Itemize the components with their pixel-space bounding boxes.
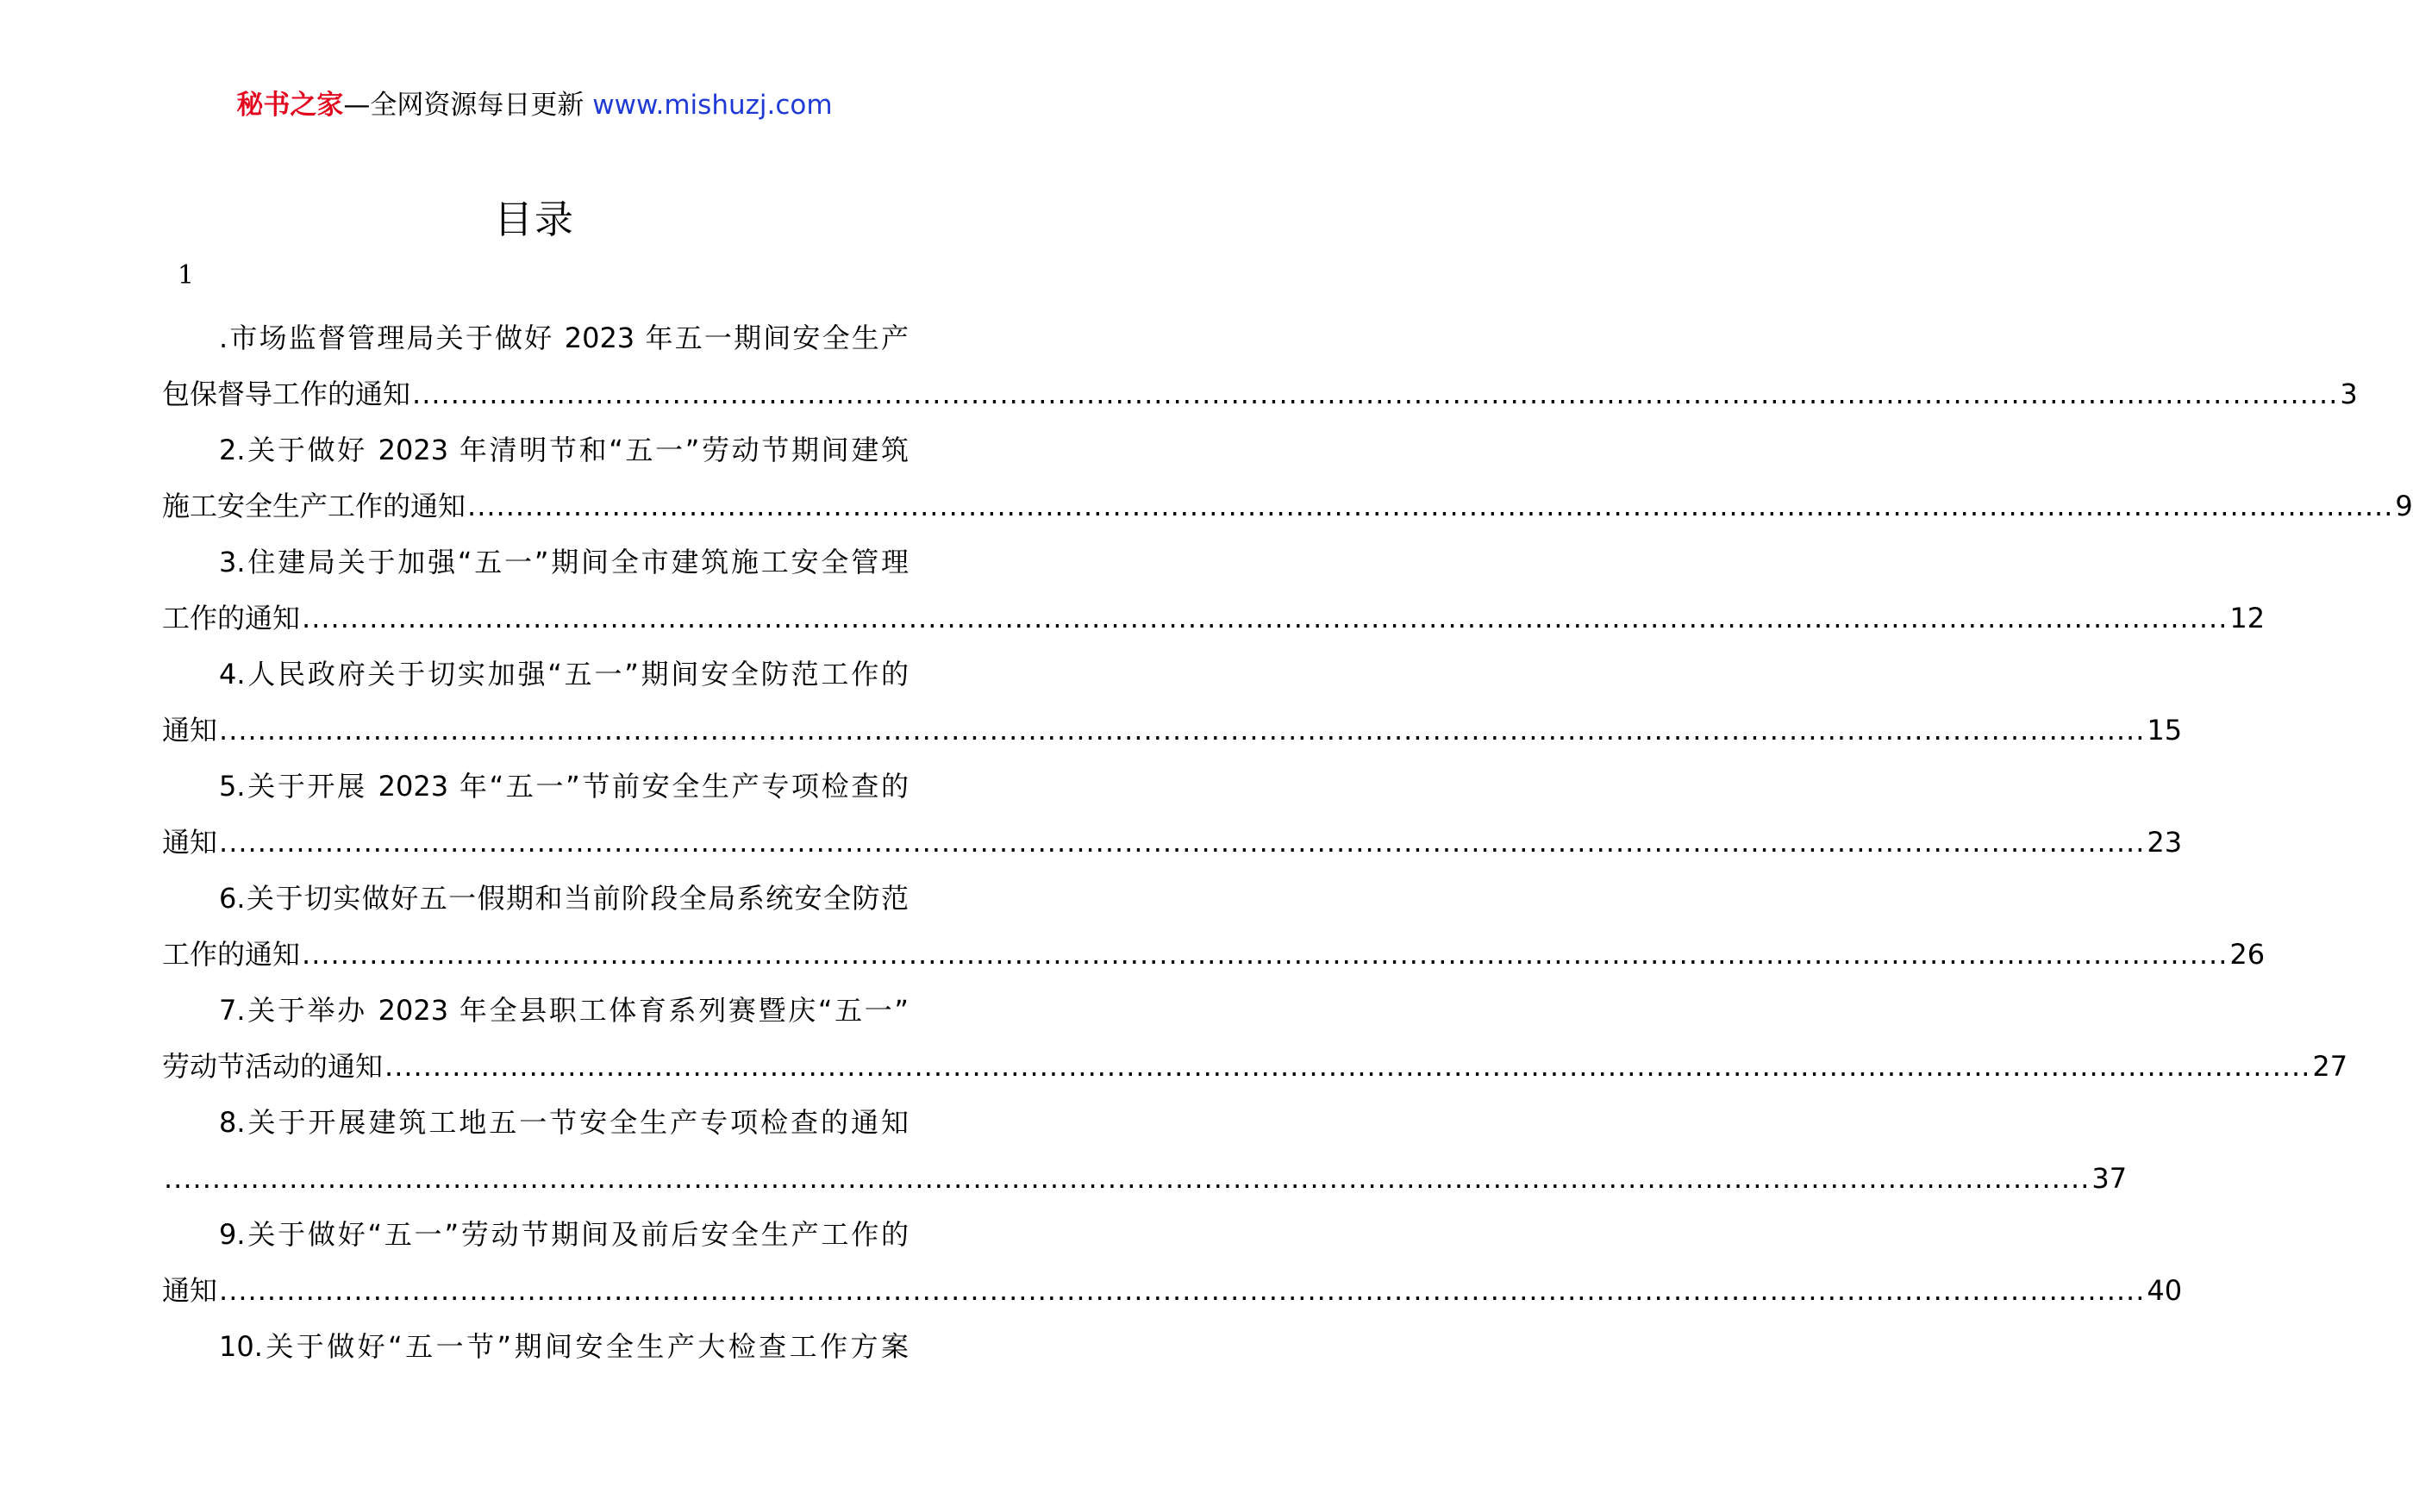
toc-entry-title-continued: 包保督导工作的通知 bbox=[162, 378, 411, 410]
toc-entry-title: 8.关于开展建筑工地五一节安全生产专项检查的通知 bbox=[219, 1106, 909, 1139]
toc-page-number: 27 bbox=[2312, 1050, 2348, 1083]
toc-entry-title-continued: 施工安全生产工作的通知 bbox=[162, 490, 466, 522]
toc-entry-title-continued: 通知 bbox=[162, 1274, 218, 1307]
toc-page-number: 40 bbox=[2147, 1274, 2183, 1307]
toc-entry[interactable] bbox=[162, 647, 2183, 759]
dot-leader: ........................................................................................................................................................................................................ bbox=[412, 378, 2339, 410]
toc-entry[interactable] bbox=[162, 1319, 909, 1375]
toc-entry[interactable] bbox=[162, 1095, 2128, 1207]
toc-entry-continuation bbox=[162, 1263, 2183, 1319]
toc-entry-continuation bbox=[162, 590, 2266, 647]
toc-entry-continuation bbox=[162, 927, 2266, 983]
dot-leader: ........................................................................................................................................................................................................ bbox=[219, 826, 2146, 859]
brand-name: 秘书之家 bbox=[236, 90, 344, 121]
toc-page-number: 9 bbox=[2395, 490, 2413, 522]
toc-entry-title: 4.人民政府关于切实加强“五一”期间安全防范工作的 bbox=[219, 658, 909, 690]
toc-entry-title: 10.关于做好“五一节”期间安全生产大检查工作方案 bbox=[219, 1330, 909, 1363]
toc-entry-continuation bbox=[162, 1039, 2348, 1095]
toc-entry-continuation bbox=[162, 815, 2183, 871]
toc-entry[interactable] bbox=[162, 983, 2348, 1095]
dot-leader: ........................................................................................................................................................................................................ bbox=[302, 602, 2229, 634]
toc-page-number: 26 bbox=[2229, 938, 2266, 971]
dot-leader: ........................................................................................................................................................................................................ bbox=[164, 1162, 2091, 1195]
toc-page-number: 15 bbox=[2147, 714, 2183, 747]
toc-entry[interactable] bbox=[162, 759, 2183, 871]
toc-entry[interactable] bbox=[162, 534, 2266, 647]
toc-entry-title-continued: 通知 bbox=[162, 826, 218, 859]
toc-page-number: 23 bbox=[2147, 826, 2183, 859]
toc-entry-title: 2.关于做好 2023 年清明节和“五一”劳动节期间建筑 bbox=[219, 434, 909, 466]
toc-entry-continuation bbox=[162, 366, 2358, 422]
dot-leader: ........................................................................................................................................................................................................ bbox=[467, 490, 2394, 522]
toc-page-number: 3 bbox=[2340, 378, 2358, 410]
site-header bbox=[0, 84, 1069, 126]
toc-entry-continuation bbox=[162, 703, 2183, 759]
dot-leader: ........................................................................................................................................................................................................ bbox=[384, 1050, 2311, 1083]
toc-entry-title-continued: 工作的通知 bbox=[162, 938, 301, 971]
toc-entry-continuation bbox=[162, 1151, 2128, 1207]
dot-leader: ........................................................................................................................................................................................................ bbox=[302, 938, 2229, 971]
toc-entry[interactable] bbox=[162, 310, 2358, 422]
toc-page-number: 37 bbox=[2091, 1162, 2128, 1195]
toc-entry-title-continued: 工作的通知 bbox=[162, 602, 301, 634]
dot-leader: ........................................................................................................................................................................................................ bbox=[219, 1274, 2146, 1307]
toc-entry-title: 5.关于开展 2023 年“五一”节前安全生产专项检查的 bbox=[219, 770, 909, 803]
toc-entry[interactable] bbox=[162, 1207, 2183, 1319]
toc-entry-title: 9.关于做好“五一”劳动节期间及前后安全生产工作的 bbox=[219, 1218, 909, 1251]
toc-page-number: 12 bbox=[2229, 602, 2266, 634]
dot-leader: ........................................................................................................................................................................................................ bbox=[219, 714, 2146, 747]
toc-entry[interactable] bbox=[162, 422, 2413, 534]
toc-entry-title: 6.关于切实做好五一假期和当前阶段全局系统安全防范 bbox=[219, 882, 909, 915]
header-slogan: —全网资源每日更新 bbox=[343, 90, 593, 121]
toc-entry-title: .市场监督管理局关于做好 2023 年五一期间安全生产 bbox=[219, 322, 909, 354]
toc-entry-title: 3.住建局关于加强“五一”期间全市建筑施工安全管理 bbox=[219, 546, 909, 578]
site-url-link[interactable]: www.mishuzj.com bbox=[592, 90, 833, 121]
toc-entry-continuation bbox=[162, 478, 2413, 534]
toc-entry[interactable] bbox=[162, 871, 2266, 983]
table-of-contents bbox=[162, 310, 2413, 1375]
page-title: 目录 bbox=[493, 197, 575, 242]
toc-entry-title-continued: 劳动节活动的通知 bbox=[162, 1050, 384, 1083]
toc-entry-title-continued: 通知 bbox=[162, 714, 218, 747]
toc-entry-title: 7.关于举办 2023 年全县职工体育系列赛暨庆“五一” bbox=[219, 994, 909, 1027]
page-number-mark: 1 bbox=[178, 260, 195, 291]
